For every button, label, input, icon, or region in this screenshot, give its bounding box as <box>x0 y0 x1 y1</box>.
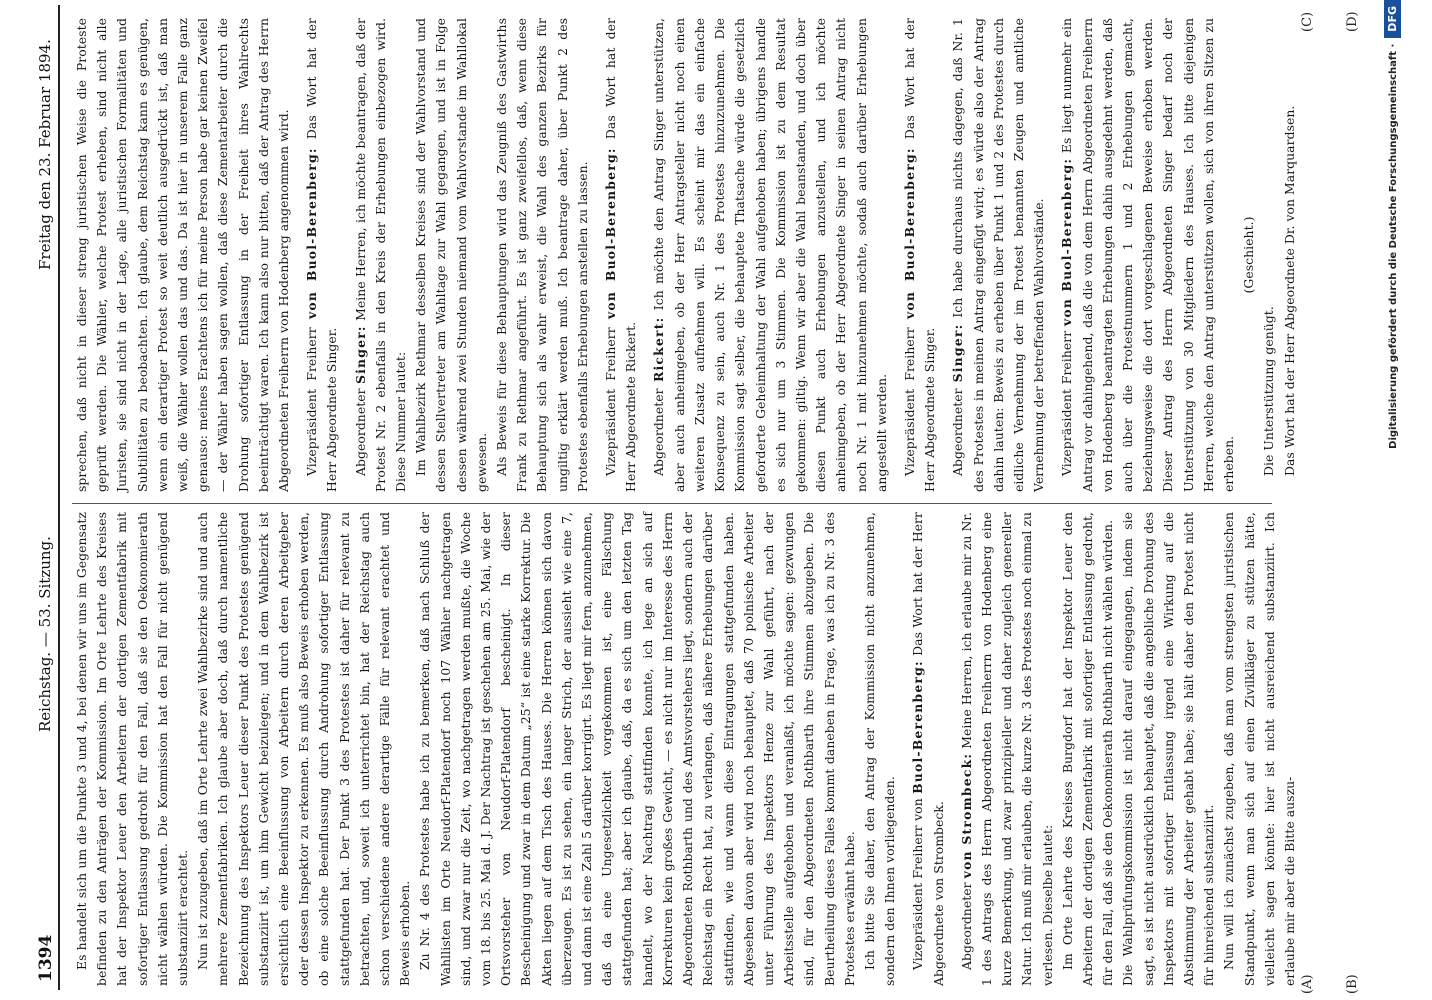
speaker-name: Singer: <box>950 323 966 383</box>
paragraph: Die Wahlprüfungskommission ist nicht darauf eingegangen, indem sie sagt, es ist nicht ausdrücklich behauptet, daß die angebliche Drohung des Inspektors mit sofortiger Entlassung irgend eine Wirkung auf die Abstimmung der Arbeiter gehabt habe; sie hält daher den Protest nicht für hinreichend substanziirt. <box>1120 512 1217 986</box>
paragraph: Das Wort hat der Herr Abgeordnete Dr. von Marquardsen. <box>1281 105 1297 476</box>
header-rule <box>58 5 60 990</box>
speaker-name: von Buol-Berenberg: <box>304 147 320 319</box>
speaker-role: Vizepräsident Freiherr <box>304 319 320 476</box>
speaker-paragraph <box>908 512 948 986</box>
speech-text: Das Wort hat der Herr Abgeordnete Singer. <box>304 18 340 492</box>
speech-text: Ich möchte den Antrag Singer unterstützen, aber auch anheimgeben, ob der Herr Antragsteller nicht noch einen weiteren Zusatz aufnehmen will. Es scheint mir das ein einfache Konsequenz zu sein, auch Nr. 1 des Protestes hinzuzunehmen. Die Kommission sagt selber, die behauptete Thatsache würde die gesetzlich geforderte Geheimhaltung der Wahl aufgehoben haben; übrigens handle es sich nur um 3 Stimmen. Die Kommission ist zu dem Resultat gekommen: giltig. Wenn wir aber die Wahl beanstanden, und doch über diesen Punkt auch Erhebungen anzustellen, und ich möchte anheimgeben, ob der Herr Abgeordnete Singer in seinen Antrag nicht noch Nr. 1 mit hinzunehmen möchte, sodaß auch darüber Erhebungen angestellt werden. <box>651 18 889 492</box>
margin-marker-c: (C) <box>1300 11 1315 32</box>
speaker-name: Singer: <box>352 325 368 385</box>
speaker-paragraph <box>302 18 342 492</box>
speaker-name: Buol-Berenberg: <box>910 660 926 794</box>
speaker-role: Abgeordneter <box>352 384 368 476</box>
session-title: Reichstag. — 53. Sitzung. <box>36 536 54 732</box>
session-date: Freitag den 23. Februar 1894. <box>36 39 54 270</box>
left-column <box>72 511 1297 986</box>
dfg-credit-text: Digitalisierung gefördert durch die Deutsche Forschungsgemeinschaft · <box>1388 43 1399 449</box>
speaker-paragraph <box>957 512 1058 986</box>
paragraph: Ich bitte Sie daher, den Antrag der Kommission nicht anzunehmen, sondern den Ihnen vorliegenden. <box>861 512 898 986</box>
speaker-name: von Buol-Berenberg: <box>1059 157 1075 326</box>
speaker-name: Rickert: <box>651 316 667 383</box>
page-header <box>0 0 60 1000</box>
speaker-paragraph <box>351 18 412 492</box>
speaker-role: Vizepräsident Freiherr <box>603 319 619 476</box>
dfg-footer <box>1384 0 1408 1000</box>
margin-marker-a: (A) <box>1300 974 1315 994</box>
column-separator <box>72 503 1272 504</box>
paragraph: Es handelt sich um die Punkte 3 und 4, bei denen wir uns im Gegensatz befinden zu den Anträgen der Kommission. Im Orte Lehrte des Kreises hat der Inspektor Leuer den Arbeitern der dortigen Zementfabrik mit sofortiger Entlassung gedroht für den Fall, daß sie den Oekonomierath nicht wählen würden. Die Kommission hat den Fall für nicht genügend substanziirt erachtet. <box>74 512 191 986</box>
speech-text: Das Wort hat der Herr Abgeordnete Rickert. <box>603 18 639 492</box>
paragraph: Als Beweis für diese Behauptungen wird das Zeugniß des Gastwirths Frank zu Rethmar angeführt. Es ist ganz zweifellos, daß, wenn diese Behauptung sich als wahr erweist, die Wahl des ganzen Bezirks für ungiltig erklärt werden muß. Ich beantrage daher, über Punkt 2 des Protestes ebenfalls Erhebungen anstellen zu lassen. <box>494 18 590 492</box>
paragraph: Die Unterstützung genügt. <box>1261 306 1277 476</box>
speaker-role: Abgeordneter <box>950 382 966 476</box>
speaker-name: von Buol-Berenberg: <box>603 147 619 319</box>
margin-marker-b: (B) <box>1345 974 1360 994</box>
stage-direction: (Geschieht.) <box>1241 216 1257 294</box>
speech-text: Meine Herren, ich möchte beantragen, daß der Protest Nr. 2 ebenfalls in den Kreis der Erhebungen einbezogen wird. Diese Nummer lautet: <box>352 18 409 492</box>
speaker-paragraph <box>649 18 891 492</box>
quoted-paragraph: Im Wahlbezirk Rethmar desselben Kreises sind der Wahlvorstand und dessen Stellvertreter am Wahltage zur Wahl gegangen, und ist in Folge dessen während zwei Stunden niemand vom Wahlvorstande im Wahllokal gewesen. <box>413 18 489 492</box>
margin-marker-d: (D) <box>1345 11 1360 32</box>
speech-text: Meine Herren, ich erlaube mir zu Nr. 1 des Antrags des Herrn Abgeordneten Freiherrn von Hodenberg eine kurze Bemerkung, und zwar prinzipieller und daher zugleich genereller Natur. Ich muß mir erlauben, die kurze Nr. 3 des Protestes noch einmal zu verlesen. Dieselbe lautet: <box>958 512 1055 986</box>
right-column <box>72 18 1297 492</box>
speaker-role: Abgeordneter <box>958 878 974 970</box>
speaker-paragraph <box>601 18 641 492</box>
speaker-role: Vizepräsident Freiherr von <box>910 793 926 970</box>
speech-text: Ich habe durchaus nichts dagegen, daß Nr. 1 des Protestes in meinen Antrag eingefügt wird; es würde also der Antrag dahin lauten: Beweis zu erheben über Punkt 1 und 2 des Protestes durch eidliche Vernehmung der im Protest benannten Zeugen und amtliche Vernehmung der betreffenden Wahlvorstände. <box>950 18 1047 492</box>
page-number: 1394 <box>36 934 56 982</box>
speech-text: Es liegt nunmehr ein Antrag vor dahingehend, daß die von dem Herrn Abgeordneten Freiherrn von Hodenberg beantragten Erhebungen dahin ausgedehnt werden, daß auch über die Protestnummern 1 und 2 Erhebungen gemacht, beziehungsweise die dort vorgeschlagenen Beweise erhoben werden. Dieser Antrag des Herrn Abgeordneten Singer bedarf noch der Unterstützung von 30 Mitgliedern des Hauses. Ich bitte diejenigen Herren, welche den Antrag unterstützen wollen, sich von ihren Sitzen zu erheben. <box>1059 18 1236 492</box>
paragraph: sprechen, daß nicht in dieser streng juristischen Weise die Proteste geprüft werden. Die Wähler, welche Protest erheben, sind nicht alle Juristen, sie sind nicht in der Lage, alle juristischen Formalitäten und Subtilitäten zu beobachten. Ich glaube, dem Reichstag kann es genügen, wenn ein derartiger Protest so weit deutlich ausgedrückt ist, daß man weiß, die Wähler wollen das und das. Da ist hier in unserem Falle ganz genauso: meines Erachtens ich für meine Person habe gar keinen Zweifel — der Wähler haben sagen wollen, daß diese Zementarbeiter durch die Drohung sofortiger Entlassung in der Freiheit ihres Wahlrechts beeinträchtigt waren. Ich kann also nur bitten, daß der Antrag des Herrn Abgeordneten Freiherrn von Hodenberg angenommen wird. <box>74 18 292 492</box>
speaker-paragraph <box>1057 18 1239 492</box>
speaker-role: Vizepräsident Freiherr <box>901 319 917 476</box>
paragraph: Nun ist zuzugeben, daß im Orte Lehrte zwei Wahlbezirke sind und auch mehrere Zementfabriken. Ich glaube aber doch, daß durch namentliche Bezeichnung des Inspektors Leuer dieser Punkt des Protestes genügend substanziirt ist, um ihm Gewicht beizulegen; und in dem Wahlbezirk ist ersichtlich eine Beeinflussung von Arbeitern durch deren Arbeitgeber oder dessen Inspektor zu erkennen. Es muß also Beweis erhoben werden, ob eine solche Beeinflussung durch Androhung sofortiger Entlassung stattgefunden hat. Der Punkt 3 des Protestes ist daher für relevant zu betrachten, und, soweit ich unterrichtet bin, hat der Reichstag auch schon verschiedene andere derartige Fälle für relevant erachtet und Beweis erhoben. <box>195 512 413 986</box>
speaker-name: von Buol-Berenberg: <box>901 147 917 319</box>
quoted-paragraph: Im Orte Lehrte des Kreises Burgdorf hat der Inspektor Leuer den Arbeitern der dortigen Zementfabrik mit sofortiger Entlassung gedroht, für den Fall, daß sie den Oekonomierath Rothbarth nicht wählen würden. <box>1059 512 1116 986</box>
speech-text: Das Wort hat der Herr Abgeordnete Singer. <box>901 18 938 492</box>
paragraph: Zu Nr. 4 des Protestes habe ich zu bemerken, daß nach Schluß der Wahllisten im Orte Neudorf-Platendorf noch 107 Wähler nachgetragen sind, und zwar nur die Zeit, wo nachgetragen werden mußte, die Woche vom 18. bis 25. Mai d. J. Der Nachtrag ist geschehen am 25. Mai, wie der Ortsvorsteher von Neudorf-Platendorf bescheinigt. In dieser Bescheinigung und zwar in dem Datum „25“ ist eine starke Korrektur. Die Akten liegen auf dem Tisch des Hauses. Die Herren können sich davon überzeugen. Es ist zu sehen, ein langer Strich, der aussieht wie eine 7, und dann ist eine Zahl 5 darüber korrigirt. Es liegt mir fern, anzunehmen, daß da eine Ungesetzlichkeit vorgekommen ist, eine Fälschung stattgefunden hat; aber ich glaube, daß, da es sich um den letzten Tag handelt, wo der Nachtrag stattfinden konnte, ich lege an sich auf Korrekturen kein großes Gewicht, — es nicht nur im Interesse des Herrn Abgeordneten Rothbarth und des Amtsvorstehers liegt, sondern auch der Reichstag ein Recht hat, zu verlangen, daß nähere Erhebungen darüber stattfinden, wie und wann diese Eintragungen stattgefunden haben. Abgesehen davon aber wird noch behauptet, daß 70 polnische Arbeiter unter Führung des Inspektors Henze zur Wahl geführt, nach der Arbeitsstelle aufgehoben und veranlaßt, ich möchte sagen: gezwungen sind, für den Abgeordneten Rothbarth ihre Stimmen abzugeben. Die Beurtheilung dieses Falles kommt daneben in Frage, was ich zu Nr. 3 des Protestes erwähnt habe. <box>417 512 857 986</box>
speaker-name: von Strombeck: <box>958 752 974 879</box>
speaker-role: Vizepräsident Freiherr <box>1059 326 1075 476</box>
speaker-role: Abgeordneter <box>651 382 667 476</box>
speaker-paragraph <box>948 18 1049 492</box>
paragraph: Nun will ich zunächst zugeben, daß man vom strengsten juristischen Standpunkt, wenn man sich auf einen Zivilkläger zu stützen hätte, vielleicht sagen könnte: hier ist nicht ausreichend substanziirt. Ich erlaube mir aber die Bitte auszu- <box>1221 512 1297 986</box>
dfg-logo: DFG <box>1384 0 1401 38</box>
speaker-paragraph <box>900 18 940 492</box>
speech-text: Das Wort hat der Herr Abgeordnete von Strombeck. <box>910 511 946 986</box>
